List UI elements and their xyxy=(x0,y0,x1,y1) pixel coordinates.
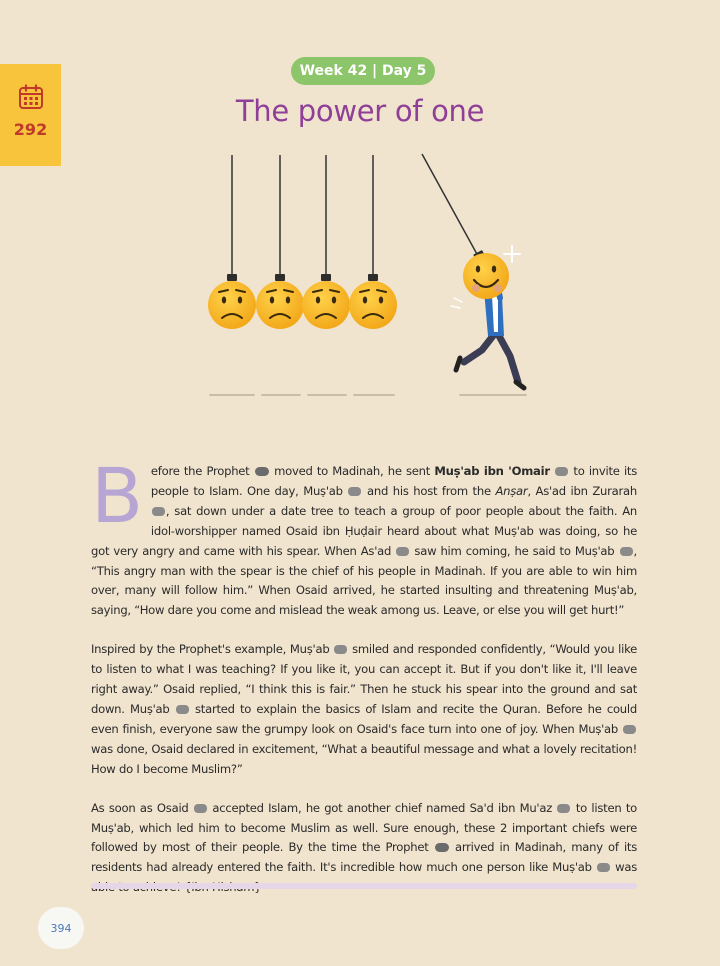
raa-symbol-icon xyxy=(194,804,207,813)
raa-symbol-icon xyxy=(396,547,409,556)
page-title: The power of one xyxy=(235,94,485,128)
pbuh-symbol-icon xyxy=(435,843,449,852)
newtons-cradle-emoji-icon xyxy=(180,150,550,400)
name-musab: Muṣ'ab ibn 'Omair xyxy=(434,464,550,478)
drop-cap: B xyxy=(91,451,143,540)
raa-symbol-icon xyxy=(623,725,636,734)
paragraph-1: Before the Prophet moved to Madinah, he sent Muṣ'ab ibn 'Omair to invite its people to Islam. One day, Muṣ'ab and his host from the Anṣar, As'ad ibn Zurarah , sat down under a date tree to teach a group of poor people about the faith. An idol-worshipper named Osaid ibn Ḥuḍair heard about what Muṣ'ab was doing, so he got very angry and came with his spear. When As'ad saw him coming, he said to Muṣ'ab , “This angry man with the spear is the chief of his people in Madinah. If you are able to win him over, many will follow him.” When Osaid arrived, he started insulting and threatening Muṣ'ab, saying, “How dare you come and mislead the weak among us. Leave, or else you will get hurt!” xyxy=(91,451,638,618)
raa-symbol-icon xyxy=(348,487,361,496)
raa-symbol-icon xyxy=(152,507,165,516)
raa-symbol-icon xyxy=(620,547,633,556)
raa-symbol-icon xyxy=(176,705,189,714)
raa-symbol-icon xyxy=(334,645,347,654)
week-day-badge: Week 42 | Day 5 xyxy=(291,57,435,85)
raa-symbol-icon xyxy=(597,863,610,872)
page-number: 394 xyxy=(38,907,84,949)
paragraph-2: Inspired by the Prophet's example, Muṣ'ab smiled and responded confidently, “Would you like to listen to what I was teaching? If you like it, you can accept it. But if you don't like it, I'll leave right away.” Osaid replied, “I think this is fair.” Then he stuck his spear into the ground and sat down. Muṣ'ab started to explain the basics of Islam and recite the Quran. Before he could even finish, everyone saw the grumpy look on Osaid's face turn into one of joy. When Muṣ'ab was done, Osaid declared in excitement, “What a beautiful message and what a lovely recitation! How do I become Muslim?” xyxy=(91,642,638,776)
raa-symbol-icon xyxy=(557,804,570,813)
story-text xyxy=(91,451,638,917)
pbuh-symbol-icon xyxy=(255,467,269,476)
section-divider xyxy=(91,883,637,889)
paragraph-3: As soon as Osaid accepted Islam, he got another chief named Sa'd ibn Mu'az to listen to Muṣ'ab, which led him to become Muslim as well. Sure enough, these 2 important chiefs were followed by most of their people. By the time the Prophet arrived in Madinah, many of its residents had already entered the faith. It's incredible how much one person like Muṣ'ab was xyxy=(91,800,638,875)
day-number: 292 xyxy=(13,120,48,139)
raa-symbol-icon xyxy=(555,467,568,476)
